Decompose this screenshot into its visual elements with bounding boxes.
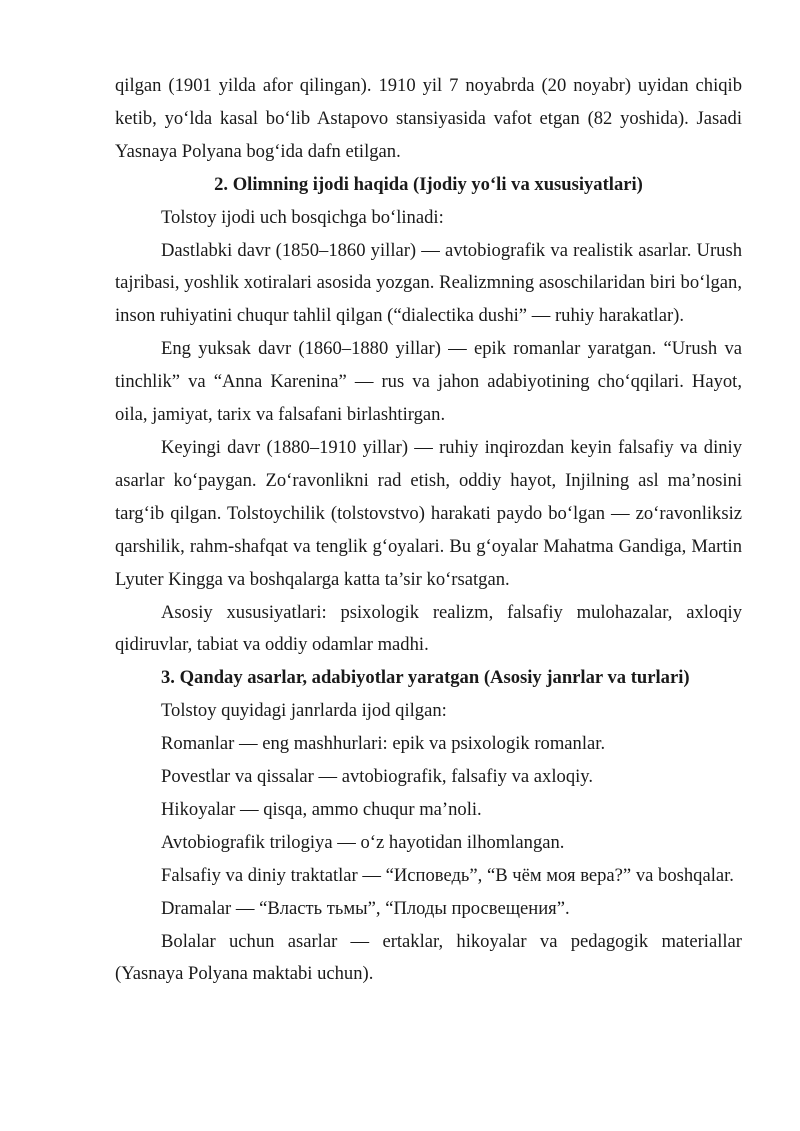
section-3-paragraph: Falsafiy va diniy traktatlar — “Исповедь”, “В чём моя вера?” va boshqalar.	[161, 864, 734, 886]
document-page	[115, 70, 742, 991]
section-2-heading: 2. Olimning ijodi haqida (Ijodiy yo‘li va xususiyatlari)	[214, 173, 643, 195]
intro-paragraph: qilgan (1901 yilda afor qilingan). 1910 yil 7 noyabrda (20 noyabr) uyidan chiqib ketib, yo‘lda kasal bo‘lib Astapovo stansiyasida vafot etgan (82 yoshida). Jasadi Yasnaya Polyana bog‘ida dafn etilgan.	[115, 75, 742, 162]
section-2-paragraph: Tolstoy ijodi uch bosqichga bo‘linadi:	[161, 206, 444, 228]
section-3-paragraph: Romanlar — eng mashhurlari: epik va psixologik romanlar.	[161, 733, 606, 755]
section-2-paragraph: Dastlabki davr (1850–1860 yillar) — avtobiografik va realistik asarlar. Urush tajribasi, yoshlik xotiralari asosida yozgan. Realizmning asoschilaridan biri bo‘lgan, inson ruhiyatini chuqur tahlil qilgan (“dialectika dushi” — ruhiy harakatlar).	[115, 239, 742, 327]
section-2-paragraph: Asosiy xususiyatlari: psixologik realizm, falsafiy mulohazalar, axloqiy qidiruvlar, tabiat va oddiy odamlar madhi.	[115, 601, 742, 656]
section-3-paragraph: Bolalar uchun asarlar — ertaklar, hikoyalar va pedagogik materiallar (Yasnaya Polyana maktabi uchun).	[115, 930, 742, 985]
section-2-paragraph: Keyingi davr (1880–1910 yillar) — ruhiy inqirozdan keyin falsafiy va diniy asarlar ko‘paygan. Zo‘ravonlikni rad etish, oddiy hayot, Injilning asl ma’nosini targ‘ib qilgan. Tolstoychilik (tolstovstvo) harakati paydo bo‘lgan — zo‘ravonliksiz qarshilik, rahm-shafqat va tenglik g‘oyalari. Bu g‘oyalar Mahatma Gandiga, Martin Lyuter Kingga va boshqalarga katta ta’sir ko‘rsatgan.	[115, 436, 742, 590]
section-3-paragraph: Hikoyalar — qisqa, ammo chuqur ma’noli.	[161, 798, 482, 820]
section-3-paragraph: Povestlar va qissalar — avtobiografik, falsafiy va axloqiy.	[161, 766, 594, 788]
section-2-paragraph: Eng yuksak davr (1860–1880 yillar) — epik romanlar yaratgan. “Urush va tinchlik” va “Anna Karenina” — rus va jahon adabiyotining cho‘qqilari. Hayot, oila, jamiyat, tarix va falsafani birlashtirgan.	[115, 338, 742, 426]
section-3-paragraph: Avtobiografik trilogiya — o‘z hayotidan ilhomlangan.	[161, 831, 565, 853]
section-3-heading: 3. Qanday asarlar, adabiyotlar yaratgan (Asosiy janrlar va turlari)	[161, 667, 690, 689]
section-3-paragraph: Dramalar — “Власть тьмы”, “Плоды просвещения”.	[161, 897, 570, 919]
section-3-paragraph: Tolstoy quyidagi janrlarda ijod qilgan:	[161, 700, 447, 722]
